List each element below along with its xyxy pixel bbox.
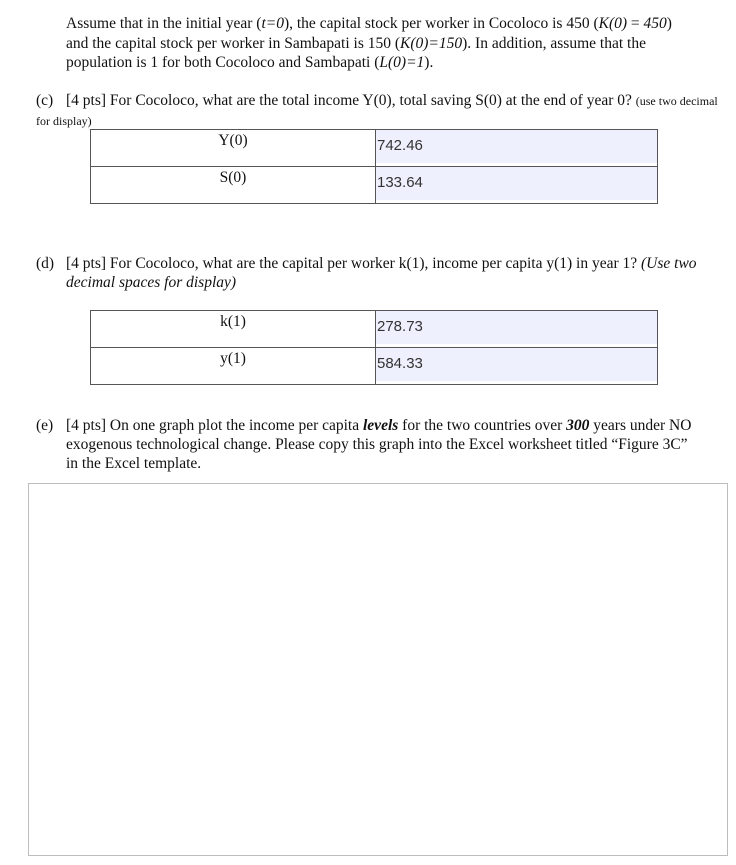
answer-value-k1[interactable]: 278.73: [376, 311, 657, 344]
question-number: (c): [36, 92, 54, 109]
question-d: [36, 254, 726, 292]
intro-l0: L(0)=1: [379, 54, 425, 71]
answer-value-y1[interactable]: 584.33: [376, 348, 657, 381]
answer-cell[interactable]: [376, 167, 658, 204]
table-row: [91, 311, 658, 348]
question-note: (Use two: [641, 255, 697, 272]
intro-text: Assume that in the initial year (: [66, 15, 262, 32]
answer-table-d: [90, 310, 658, 385]
answer-cell[interactable]: [376, 348, 658, 385]
answer-cell[interactable]: [376, 311, 658, 348]
question-note: (use two decimal: [635, 94, 718, 108]
answer-table-c: [90, 129, 658, 204]
question-number: (d): [36, 255, 55, 272]
question-text: for the two countries over: [398, 417, 567, 434]
intro-text: population is 1 for both Cocoloco and Sambapati (: [66, 54, 380, 71]
question-note: for display): [36, 114, 92, 128]
intro-t0: t=0: [261, 15, 284, 32]
question-emphasis: levels: [363, 417, 399, 434]
graph-answer-box[interactable]: [28, 483, 728, 856]
intro-k0-value: 450: [643, 15, 667, 32]
question-emphasis: 300: [566, 417, 590, 434]
question-number: (e): [36, 417, 54, 434]
intro-text: ).: [424, 54, 434, 71]
intro-text: ), the capital stock per worker in Cocoloco is 450 (: [283, 15, 599, 32]
question-text: exogenous technological change. Please copy this graph into the Excel worksheet titled “Figure 3C”: [66, 436, 688, 453]
row-label: S(0): [91, 167, 376, 204]
table-row: [91, 348, 658, 385]
question-note: decimal spaces for display): [66, 274, 237, 291]
table-row: [91, 130, 658, 167]
table-row: [91, 167, 658, 204]
question-text: [4 pts] On one graph plot the income per capita: [66, 417, 363, 434]
intro-text: =: [627, 15, 644, 32]
row-label: y(1): [91, 348, 376, 385]
question-text: [4 pts] For Cocoloco, what are the total income Y(0), total saving S(0) at the end of year 0?: [66, 92, 632, 109]
answer-cell[interactable]: [376, 130, 658, 167]
intro-text: and the capital stock per worker in Sambapati is 150 (: [66, 34, 401, 52]
intro-text: ): [666, 15, 672, 32]
question-e: [36, 416, 726, 473]
intro-k0-sambapati: K(0)=150: [400, 34, 463, 52]
question-c: [36, 91, 736, 131]
question-text: in the Excel template.: [66, 455, 202, 472]
answer-value-s0[interactable]: 133.64: [376, 167, 657, 200]
intro-paragraph: [66, 14, 726, 73]
row-label: Y(0): [91, 130, 376, 167]
question-text: years under NO: [589, 417, 692, 434]
intro-k0: K(0): [598, 15, 628, 32]
row-label: k(1): [91, 311, 376, 348]
answer-value-y0[interactable]: 742.46: [376, 130, 657, 163]
question-text: [4 pts] For Cocoloco, what are the capital per worker k(1), income per capita y(1) in year 1?: [66, 255, 638, 272]
intro-text: ). In addition, assume that the: [462, 34, 646, 52]
